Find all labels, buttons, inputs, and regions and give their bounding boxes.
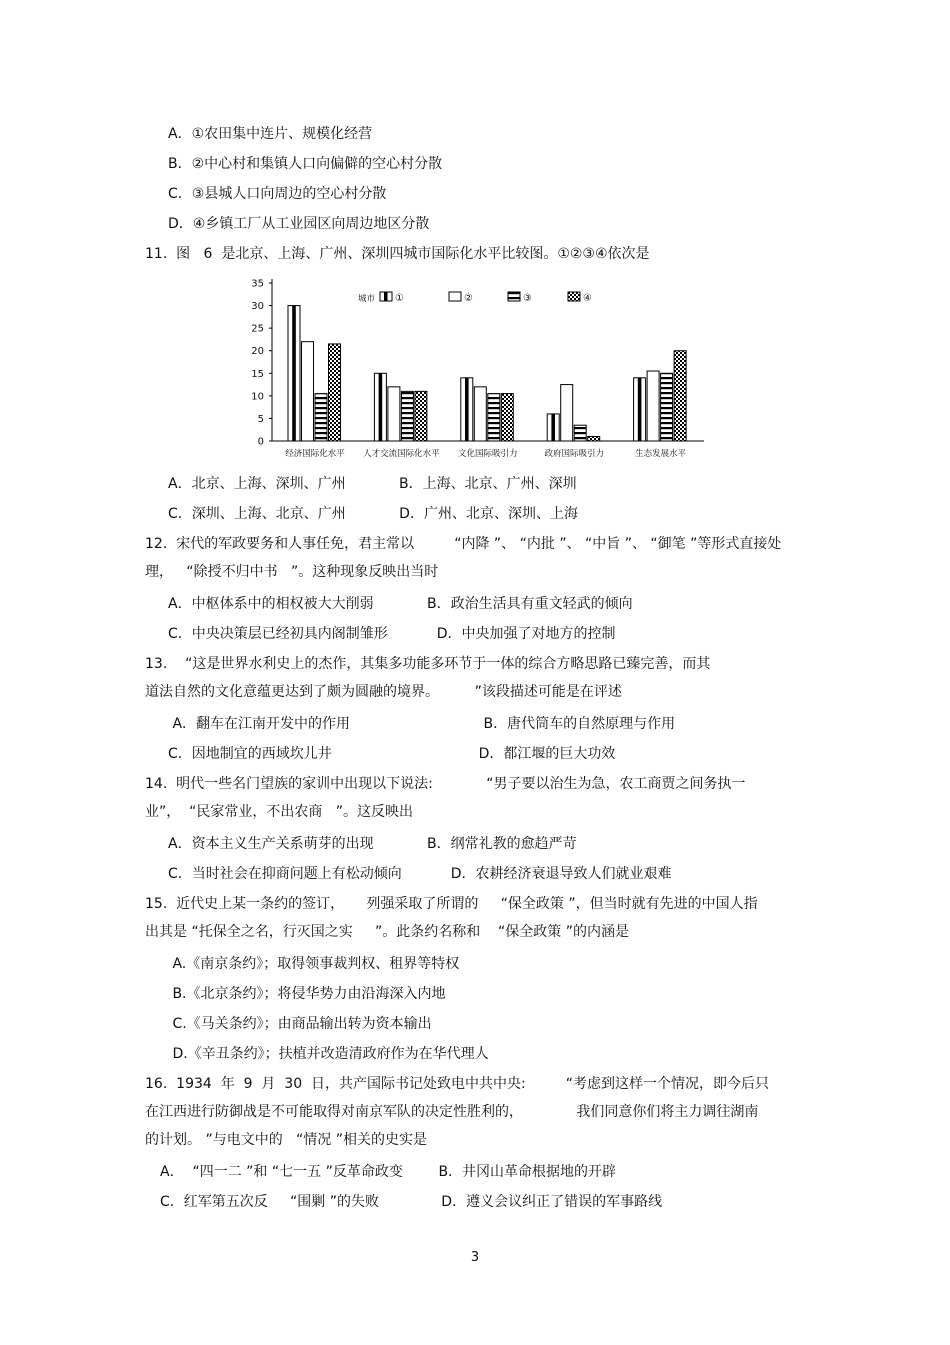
legend-title: 城市	[358, 294, 376, 304]
bar-1-stripe	[379, 373, 383, 441]
bar-3	[315, 394, 327, 441]
bar-2	[388, 387, 400, 441]
q10-option-d: D．④乡镇工厂从工业园区向周边地区分散	[168, 216, 430, 232]
chart-legend	[358, 292, 592, 304]
bar-3	[488, 394, 500, 441]
page-number: 3	[470, 1250, 480, 1265]
bar-1-stripe	[465, 378, 469, 441]
bar-4	[415, 391, 427, 441]
legend-label-4: ④	[583, 293, 592, 304]
bar-2	[474, 387, 486, 441]
question-12-line2: 理， “除授不归中书 ”。这种现象反映出当时	[145, 564, 439, 580]
bar-2	[302, 342, 314, 441]
y-tick-label: 30	[251, 301, 264, 313]
question-13-line1: 13. “这是世界水利史上的杰作，其集多功能多环节于一体的综合方略思路已臻完善，而其	[145, 656, 711, 672]
city-internationalization-chart	[232, 272, 712, 464]
question-13-line2: 道法自然的文化意蕴更达到了颇为圆融的境界。 ”该段描述可能是在评述	[145, 684, 622, 700]
question-15-line2: 出其是 “托保全之名，行灭国之实 ”。此条约名称和 “保全政策 ”的内涵是	[145, 924, 629, 940]
legend-label-3: ③	[523, 293, 532, 304]
q16-options-ab: A． “四一二 ”和 “七一五 ”反革命政变 B．井冈山革命根据地的开辟	[160, 1164, 617, 1180]
bar-3	[661, 373, 673, 441]
q10-option-b: B．②中心村和集镇人口向偏僻的空心村分散	[168, 156, 443, 172]
q15-option-a: A.《南京条约》；取得领事裁判权、租界等特权	[168, 956, 460, 972]
q14-options-ab: A．资本主义生产关系萌芽的出现 B．纲常礼教的愈趋严苛	[168, 836, 577, 852]
q13-options-ab: A．翻车在江南开发中的作用 B．唐代筒车的自然原理与作用	[168, 716, 676, 732]
bar-1-stripe	[292, 306, 296, 441]
question-15-line1: 15. 近代史上某一条约的签订， 列强采取了所谓的 “保全政策 ”，但当时就有先进的中国人指	[145, 896, 758, 912]
question-14-line2: 业”， “民家常业，不出农商 ”。这反映出	[145, 804, 414, 820]
q15-option-d: D.《辛丑条约》；扶植并改造清政府作为在华代理人	[168, 1046, 489, 1062]
q12-options-cd: C．中央决策层已经初具内阁制雏形 D．中央加强了对地方的控制	[168, 626, 616, 642]
legend-label-1: ①	[395, 293, 404, 304]
q13-options-cd: C．因地制宜的西域坎儿井 D．都江堰的巨大功效	[168, 746, 616, 762]
legend-label-2: ②	[464, 293, 473, 304]
y-tick-label: 10	[251, 391, 264, 403]
bar-1-stripe	[551, 414, 555, 441]
bar-4	[588, 436, 600, 441]
q15-option-b: B.《北京条约》；将侵华势力由沿海深入内地	[168, 986, 446, 1002]
q10-option-a: A．①农田集中连片、规模化经营	[168, 126, 373, 142]
bar-3	[401, 391, 413, 441]
q16-options-cd: C．红军第五次反 “围剿 ”的失败 D．遵义会议纠正了错误的军事路线	[160, 1194, 663, 1210]
category-label: 政府国际吸引力	[544, 449, 604, 459]
y-tick-label: 35	[251, 278, 264, 290]
q11-options-cd: C．深圳、上海、北京、广州 D．广州、北京、深圳、上海	[168, 506, 578, 522]
q12-options-ab: A．中枢体系中的相权被大大削弱 B．政治生活具有重文轻武的倾向	[168, 596, 633, 612]
category-label: 生态发展水平	[635, 449, 687, 459]
bar-4	[674, 351, 686, 441]
category-label: 人才交流国际化水平	[363, 449, 440, 459]
question-16-line2: 在江西进行防御战是不可能取得对南京军队的决定性胜利的， 我们同意你们将主力调往湖南	[145, 1104, 759, 1120]
q14-options-cd: C．当时社会在抑商问题上有松动倾向 D．农耕经济衰退导致人们就业艰难	[168, 866, 672, 882]
question-14-line1: 14. 明代一些名门望族的家训中出现以下说法: “男子要以治生为急，农工商贾之间务执一	[145, 776, 746, 792]
chart-y-ticks	[251, 279, 272, 448]
y-tick-label: 15	[251, 368, 264, 380]
y-tick-label: 5	[257, 413, 264, 425]
bar-4	[329, 344, 341, 441]
question-16-line1: 16. 1934 年 9 月 30 日，共产国际书记处致电中共中央: “考虑到这样一个情况，即今后只	[145, 1076, 770, 1092]
chart-category-labels	[285, 448, 686, 459]
category-label: 文化国际吸引力	[458, 449, 518, 459]
legend-swatch-2	[449, 292, 461, 301]
y-tick-label: 20	[251, 346, 264, 358]
q15-option-c: C.《马关条约》；由商品输出转为资本输出	[168, 1016, 432, 1032]
bar-3	[574, 425, 586, 441]
bar-2	[647, 371, 659, 441]
question-16-line3: 的计划。 ”与电文中的 “情况 ”相关的史实是	[145, 1132, 428, 1148]
bar-1-stripe	[638, 378, 642, 441]
category-label: 经济国际化水平	[285, 449, 345, 459]
legend-swatch-3	[508, 292, 520, 301]
y-tick-label: 25	[251, 323, 264, 335]
bar-2	[561, 385, 573, 441]
legend-swatch-4	[568, 292, 580, 301]
question-12-line1: 12. 宋代的军政要务和人事任免，君主常以 “内降 ”、 “内批 ”、 “中旨 ”、 “御笔 ”等形式直接处	[145, 536, 782, 552]
question-11-stem: 11. 图 6 是北京、上海、广州、深圳四城市国际化水平比较图。①②③④依次是	[145, 246, 650, 262]
bar-4	[501, 394, 513, 441]
legend-swatch-1-stripe	[384, 292, 388, 301]
q11-options-ab: A．北京、上海、深圳、广州 B．上海、北京、广州、深圳	[168, 476, 577, 492]
y-tick-label: 0	[257, 436, 264, 448]
q10-option-c: C．③县城人口向周边的空心村分散	[168, 186, 387, 202]
chart-bars	[288, 306, 686, 441]
